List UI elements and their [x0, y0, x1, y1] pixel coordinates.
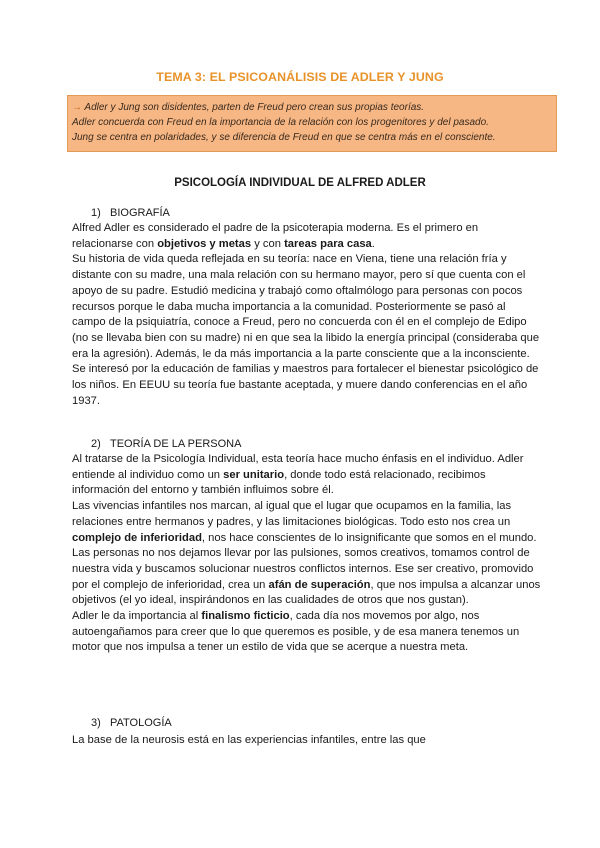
document-title: TEMA 3: EL PSICOANÁLISIS DE ADLER Y JUNG — [156, 70, 444, 84]
summary-line-3: Jung se centra en polaridades, y se diferencia de Freud en que se centra más en el consciente. — [72, 132, 496, 143]
arrow-icon: → — [72, 102, 82, 113]
biografia-text — [72, 221, 542, 409]
section-title: PSICOLOGÍA INDIVIDUAL DE ALFRED ADLER — [174, 177, 426, 189]
heading-teoria-persona: 2) TEORÍA DE LA PERSONA — [91, 438, 242, 450]
summary-line-1: → Adler y Jung son disidentes, parten de Freud pero crean sus propias teorías. — [72, 102, 425, 113]
heading-biografia: 1) BIOGRAFÍA — [91, 207, 170, 219]
patologia-paragraph-1: La base de la neurosis está en las experiencias infantiles, entre las que — [72, 734, 426, 746]
teoria-persona-text — [72, 452, 542, 656]
teoria-paragraph-1: Al tratarse de la Psicología Individual, esta teoría hace mucho énfasis en el individuo. Adler entiende al individuo como un ser unitario, donde todo está relacionado, recibimos información del entorno y también influimos sobre él. — [72, 453, 524, 497]
summary-line-2: Adler concuerda con Freud en la importancia de la relación con los progenitores y del pasado. — [72, 117, 489, 128]
teoria-paragraph-3: Las personas no nos dejamos llevar por las pulsiones, somos creativos, tomamos control de nuestra vida y buscamos solucionar nuestros conflictos internos. Ese ser creativo, promovido por el complejo de inferioridad, crea un afán de superación, que nos impulsa a alcanzar unos objetivos (el yo ideal, inspirándonos en las cualidades de otros que nos gustan). — [72, 547, 541, 607]
biografia-paragraph-2: Su historia de vida queda reflejada en su teoría: nace en Viena, tiene una relación fría y distante con su madre, una mala relación con su hermano mayor, pero sí que cuenta con el apoyo de su padre. Estudió medicina y trabajó como oftalmólogo para personas con pocos recursos porque le daba mucha importancia a la comunidad. Posteriormente se pasó al campo de la psiquiatría, conoce a Freud, pero no concuerda con él en el complejo de Edipo (no se llevaba bien con su madre) ni en que sea la libido la energía principal (consideraba que era la agresión). Además, le da más importancia a la parte consciente que a la inconsciente. Se interesó por la educación de familias y maestros para fortalecer el bienestar psicológico de los niños. En EEUU su teoría fue bastante aceptada, y muere dando conferencias en el año 1937. — [72, 253, 540, 407]
heading-patologia: 3) PATOLOGÍA — [91, 717, 172, 729]
teoria-paragraph-4: Adler le da importancia al finalismo ficticio, cada día nos movemos por algo, nos autoengañamos para creer que lo que queremos es posible, y de esa manera tenemos un motor que nos impulsa a tener un estilo de vida que se acerque a nuestra meta. — [72, 610, 520, 654]
summary-box — [67, 95, 557, 152]
biografia-paragraph-1: Alfred Adler es considerado el padre de la psicoterapia moderna. Es el primero en relacionarse con objetivos y metas y con tareas para casa. — [72, 222, 479, 250]
teoria-paragraph-2: Las vivencias infantiles nos marcan, al igual que el lugar que ocupamos en la familia, las relaciones entre hermanos y padres, y las limitaciones biológicas. Todo esto nos crea un complejo de inferioridad, nos hace conscientes de lo insignificante que somos en el mundo. — [72, 500, 537, 544]
patologia-text — [72, 733, 542, 749]
